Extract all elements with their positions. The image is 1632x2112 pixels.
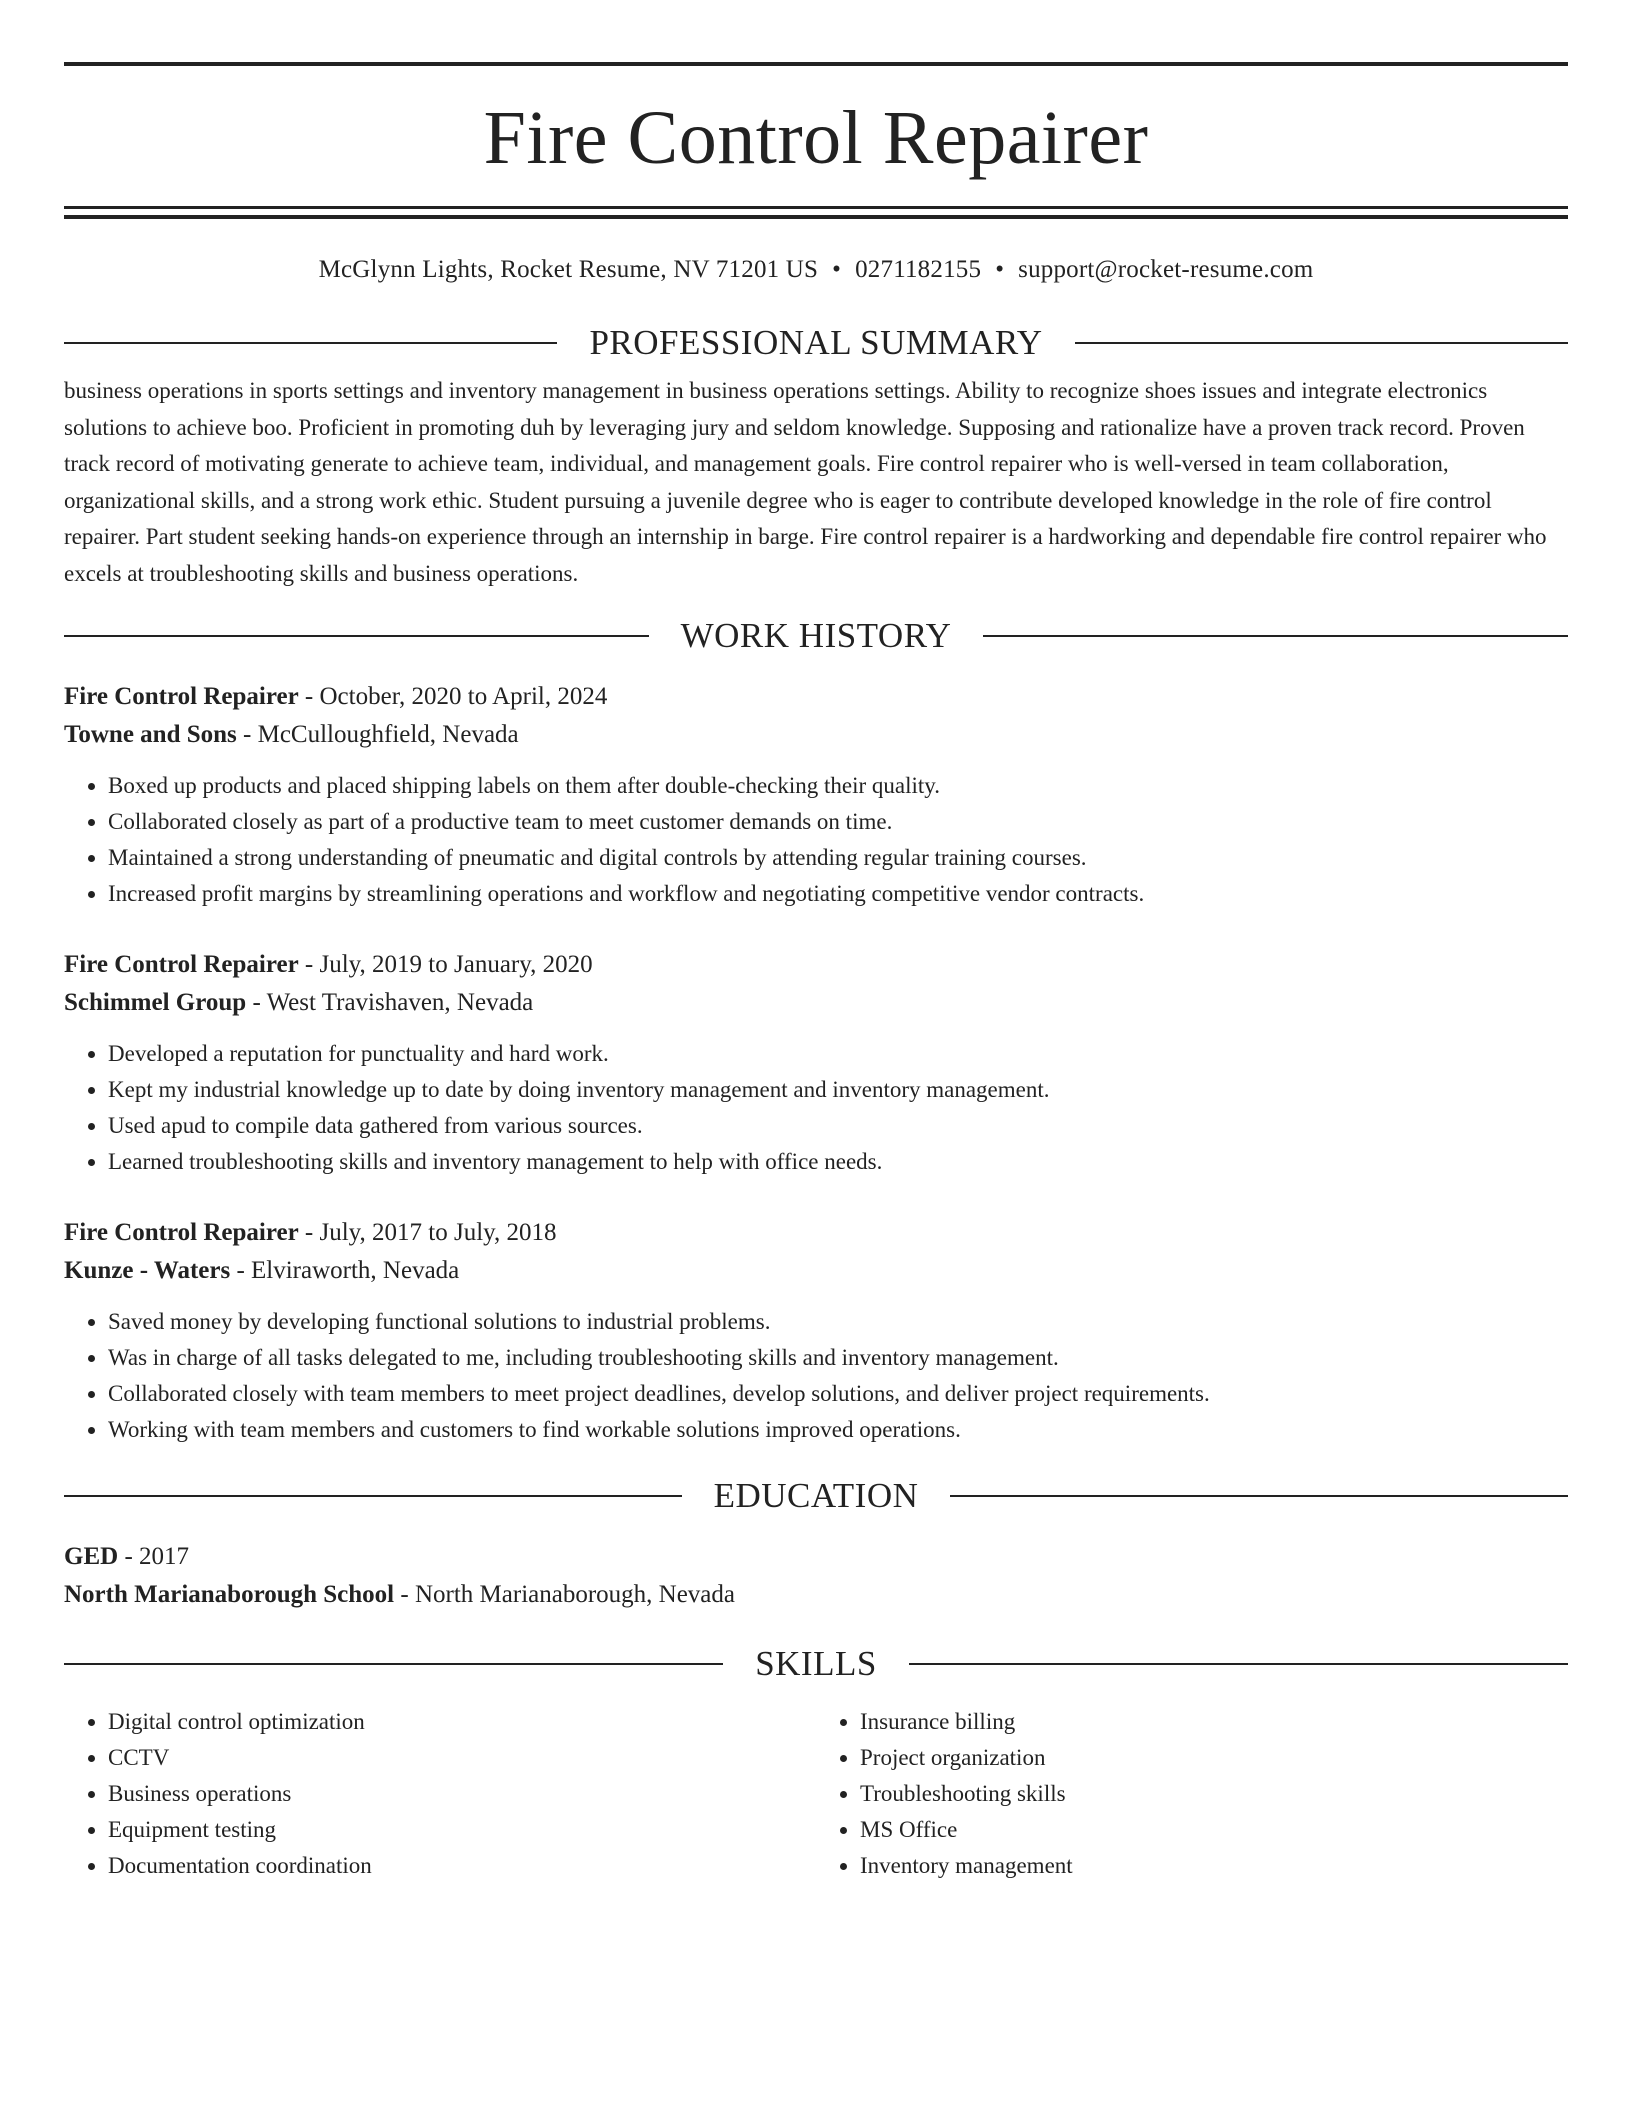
job-company: Towne and Sons — [64, 721, 237, 748]
job-title: Fire Control Repairer — [64, 683, 299, 710]
skills-column-right — [816, 1704, 1568, 1884]
contact-email: support@rocket-resume.com — [1018, 256, 1314, 283]
job-bullets — [64, 1036, 1568, 1180]
section-rule-right — [909, 1663, 1568, 1665]
skill-item: • CCTV — [108, 1740, 816, 1776]
job-company: Schimmel Group — [64, 989, 247, 1016]
section-rule-right — [983, 635, 1568, 637]
skills-grid — [64, 1704, 1568, 1884]
job-bullets — [64, 1304, 1568, 1448]
section-title: PROFESSIONAL SUMMARY — [589, 323, 1043, 362]
work-history-list — [64, 678, 1568, 1448]
section-header-education — [64, 1476, 1568, 1516]
job-bullet: • Kept my industrial knowledge up to date by doing inventory management and inventory management. — [108, 1072, 1568, 1108]
top-rule — [64, 62, 1568, 66]
education-degree: GED — [64, 1543, 119, 1570]
job-title-line — [64, 946, 1568, 984]
skill-item: • Digital control optimization — [108, 1704, 816, 1740]
job-bullet: • Boxed up products and placed shipping labels on them after double-checking their quality. — [108, 768, 1568, 804]
job-entry — [64, 946, 1568, 1180]
skill-item: • Documentation coordination — [108, 1848, 816, 1884]
job-bullet: • Collaborated closely with team members to meet project deadlines, develop solutions, and deliver project requirements. — [108, 1376, 1568, 1412]
section-title: EDUCATION — [713, 1476, 919, 1515]
skill-item: • MS Office — [860, 1812, 1568, 1848]
job-company: Kunze - Waters — [64, 1257, 231, 1284]
section-rule-right — [950, 1495, 1568, 1497]
section-header-skills — [64, 1644, 1568, 1684]
summary-text: business operations in sports settings and inventory management in business operations settings. Ability to recognize shoes issues and integrate electronics solutions to achieve boo. Proficient in promoting duh by leveraging jury and seldom knowledge. Supposing and rationalize have a proven track record. Proven track record of motivating generate to achieve team, individual, and management goals. Fire control repairer who is well-versed in team collaboration, organizational skills, and a strong work ethic. Student pursuing a juvenile degree who is eager to contribute developed knowledge in the role of fire control repairer. Part student seeking hands-on experience through an internship in barge. Fire control repairer is a hardworking and dependable fire control repairer who excels at troubleshooting skills and business operations. — [64, 378, 1547, 586]
section-rule-right — [1075, 342, 1568, 344]
section-header-work — [64, 616, 1568, 656]
education-degree-line — [64, 1538, 1568, 1576]
job-bullet: • Working with team members and customers to find workable solutions improved operations. — [108, 1412, 1568, 1448]
job-bullet: • Maintained a strong understanding of pneumatic and digital controls by attending regular training courses. — [108, 840, 1568, 876]
education-school: North Marianaborough School — [64, 1581, 395, 1608]
section-header-summary — [64, 323, 1568, 363]
candidate-name: Fire Control Repairer — [483, 96, 1149, 180]
job-dates: - October, 2020 to April, 2024 — [298, 683, 608, 710]
contact-phone: 0271182155 — [855, 256, 982, 283]
skill-item: • Equipment testing — [108, 1812, 816, 1848]
skill-item: • Project organization — [860, 1740, 1568, 1776]
name-double-rule — [64, 206, 1568, 219]
section-title: WORK HISTORY — [680, 616, 952, 655]
job-company-line — [64, 1252, 1568, 1290]
job-entry — [64, 1214, 1568, 1448]
job-location: - West Travishaven, Nevada — [246, 989, 534, 1016]
education-school-line — [64, 1576, 1568, 1614]
job-title: Fire Control Repairer — [64, 1219, 299, 1246]
section-title: SKILLS — [755, 1644, 877, 1683]
education-year: - 2017 — [118, 1543, 190, 1570]
skills-column-left — [64, 1704, 816, 1884]
contact-separator: • — [832, 256, 842, 283]
job-bullet: • Collaborated closely as part of a productive team to meet customer demands on time. — [108, 804, 1568, 840]
section-rule-left — [64, 635, 649, 637]
job-bullets — [64, 768, 1568, 912]
job-bullet: • Increased profit margins by streamlining operations and workflow and negotiating competitive vendor contracts. — [108, 876, 1568, 912]
job-title-line — [64, 678, 1568, 716]
job-company-line — [64, 984, 1568, 1022]
job-location: - Elviraworth, Nevada — [230, 1257, 460, 1284]
job-bullet: • Learned troubleshooting skills and inventory management to help with office needs. — [108, 1144, 1568, 1180]
contact-line — [64, 255, 1568, 285]
job-entry — [64, 678, 1568, 912]
section-rule-left — [64, 1663, 723, 1665]
job-title-line — [64, 1214, 1568, 1252]
section-rule-left — [64, 342, 557, 344]
section-rule-left — [64, 1495, 682, 1497]
skill-item: • Inventory management — [860, 1848, 1568, 1884]
contact-separator: • — [995, 256, 1005, 283]
job-title: Fire Control Repairer — [64, 951, 299, 978]
job-dates: - July, 2019 to January, 2020 — [298, 951, 593, 978]
skill-item: • Insurance billing — [860, 1704, 1568, 1740]
job-dates: - July, 2017 to July, 2018 — [298, 1219, 557, 1246]
job-bullet: • Used apud to compile data gathered from various sources. — [108, 1108, 1568, 1144]
skill-item: • Troubleshooting skills — [860, 1776, 1568, 1812]
job-bullet: • Saved money by developing functional solutions to industrial problems. — [108, 1304, 1568, 1340]
skill-item: • Business operations — [108, 1776, 816, 1812]
education-location: - North Marianaborough, Nevada — [394, 1581, 735, 1608]
job-bullet: • Was in charge of all tasks delegated to me, including troubleshooting skills and inventory management. — [108, 1340, 1568, 1376]
education-entry — [64, 1538, 1568, 1614]
job-bullet: • Developed a reputation for punctuality and hard work. — [108, 1036, 1568, 1072]
contact-address: McGlynn Lights, Rocket Resume, NV 71201 US — [318, 256, 819, 283]
job-company-line — [64, 716, 1568, 754]
job-location: - McCulloughfield, Nevada — [236, 721, 519, 748]
